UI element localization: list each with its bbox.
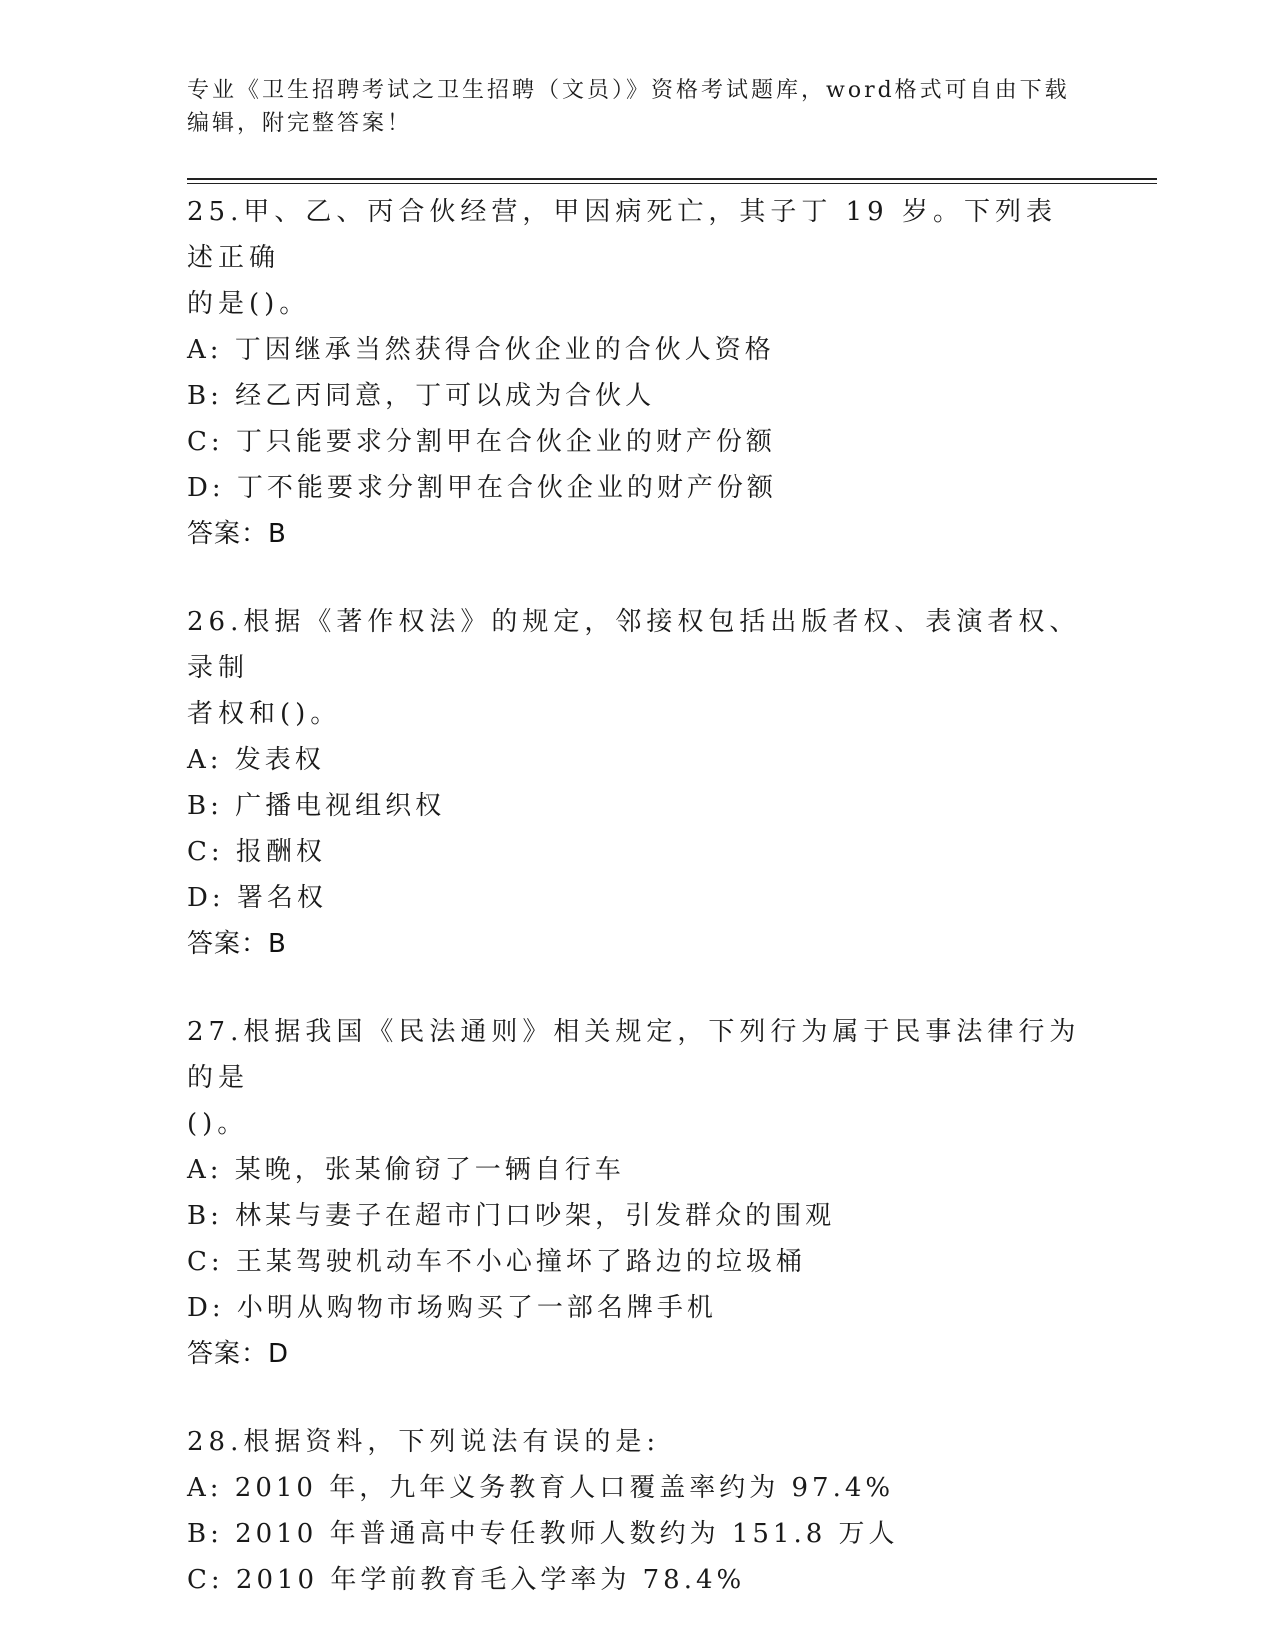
- question-stem-line: 26.根据《著作权法》的规定，邻接权包括出版者权、表演者权、录制: [187, 607, 1081, 683]
- option-b: B: 经乙丙同意，丁可以成为合伙人: [187, 381, 656, 411]
- question-stem-line: 28.根据资料，下列说法有误的是:: [187, 1427, 661, 1457]
- question-stem-line: 的是()。: [187, 289, 311, 319]
- option-a: A: 某晚，张某偷窃了一辆自行车: [187, 1155, 625, 1185]
- option-a: A: 发表权: [187, 745, 325, 775]
- option-b: B: 林某与妻子在超市门口吵架，引发群众的围观: [187, 1201, 836, 1231]
- header-line-1: 专业《卫生招聘考试之卫生招聘（文员）》资格考试题库，word格式可自由下载: [187, 78, 1070, 103]
- question-26: [187, 599, 1087, 967]
- header-rule-thick: [187, 178, 1157, 180]
- answer-label: 答案：B: [187, 519, 287, 549]
- header-rule-thin: [187, 183, 1157, 184]
- header-line-2: 编辑，附完整答案！: [187, 111, 413, 136]
- question-27: [187, 1009, 1087, 1377]
- question-stem-line: 者权和()。: [187, 699, 342, 729]
- option-d: D: 署名权: [187, 883, 327, 913]
- document-header: [187, 74, 1087, 140]
- question-list: [187, 189, 1087, 1645]
- option-b: B: 2010 年普通高中专任教师人数约为 151.8 万人: [187, 1519, 899, 1549]
- question-stem-line: 25.甲、乙、丙合伙经营，甲因病死亡，其子丁 19 岁。下列表述正确: [187, 197, 1057, 273]
- question-25: [187, 189, 1087, 557]
- question-28: [187, 1419, 1087, 1603]
- option-a: A: 丁因继承当然获得合伙企业的合伙人资格: [187, 335, 775, 365]
- option-d: D: 丁不能要求分割甲在合伙企业的财产份额: [187, 473, 777, 503]
- answer-label: 答案：B: [187, 929, 287, 959]
- question-stem-line: 27.根据我国《民法通则》相关规定，下列行为属于民事法律行为的是: [187, 1017, 1081, 1093]
- answer-label: 答案：D: [187, 1339, 290, 1369]
- option-a: A: 2010 年，九年义务教育人口覆盖率约为 97.4%: [187, 1473, 895, 1503]
- option-c: C: 丁只能要求分割甲在合伙企业的财产份额: [187, 427, 776, 457]
- question-stem-line: ()。: [187, 1109, 249, 1139]
- option-b: B: 广播电视组织权: [187, 791, 446, 821]
- option-c: C: 王某驾驶机动车不小心撞坏了路边的垃圾桶: [187, 1247, 806, 1277]
- option-d: D: 小明从购物市场购买了一部名牌手机: [187, 1293, 717, 1323]
- option-c: C: 2010 年学前教育毛入学率为 78.4%: [187, 1565, 746, 1595]
- option-c: C: 报酬权: [187, 837, 326, 867]
